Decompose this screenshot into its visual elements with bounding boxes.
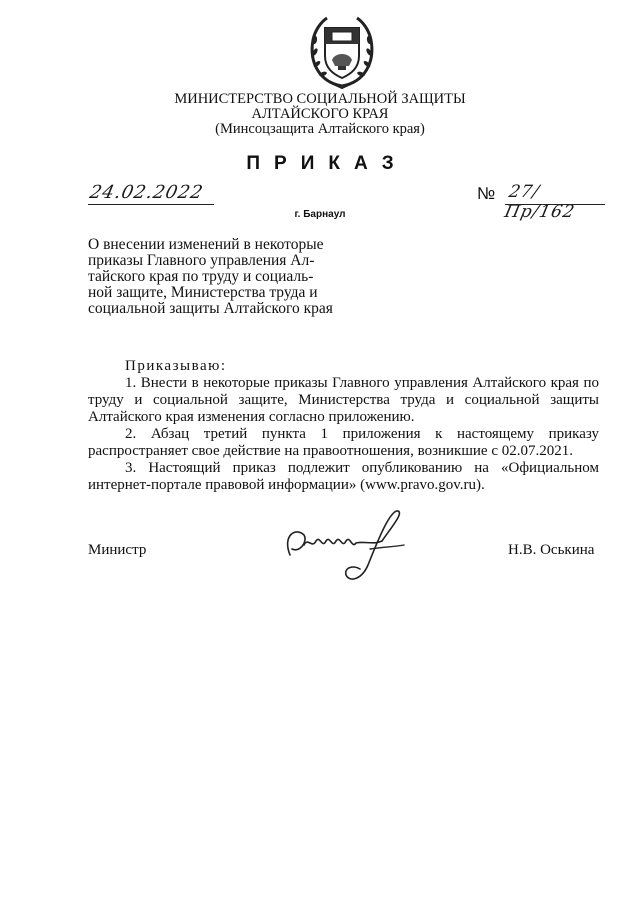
order-subject: [88, 237, 336, 317]
subject-line: О внесении изменений в некоторые: [88, 236, 324, 253]
signature-icon: [278, 505, 410, 587]
signatory-name: Н.В. Оськина: [508, 542, 595, 558]
order-title: ПРИКАЗ: [246, 153, 408, 174]
order-lead: Приказываю:: [125, 358, 227, 374]
number-underline: [505, 204, 605, 205]
order-item-1: 1. Внести в некоторые приказы Главного управления Алтайского края по труду и социальной защите, Министерства труда и социальной защиты Алтайского края изменения согласно приложению.: [88, 375, 599, 425]
city-label: г. Барнаул: [294, 209, 346, 220]
subject-line: социальной защиты Алтайского края: [88, 300, 333, 317]
order-item-2: 2. Абзац третий пункта 1 приложения к настоящему приказу распространяет свое действие на правоотношения, возникшие с 02.07.2021.: [88, 426, 599, 459]
signatory-position: Министр: [88, 542, 147, 558]
order-number: [477, 182, 607, 222]
subject-line: тайского края по труду и социаль-: [88, 268, 314, 285]
order-item-3: 3. Настоящий приказ подлежит опубликованию на «Официальном интернет-портале правовой информации» (www.pravo.gov.ru).: [88, 460, 599, 493]
ministry-name-line1: МИНИСТЕРСТВО СОЦИАЛЬНОЙ ЗАЩИТЫ: [174, 91, 466, 107]
order-date: [88, 182, 214, 206]
handwritten-date: 24.02.2022: [87, 182, 206, 203]
subject-line: приказы Главного управления Ал-: [88, 252, 315, 269]
subject-line: ной защите, Министерства труда и: [88, 284, 318, 301]
number-sign: №: [477, 184, 496, 203]
ministry-name-line2: АЛТАЙСКОГО КРАЯ: [251, 106, 389, 122]
handwritten-number: 27/Пр/162: [502, 182, 577, 222]
order-body: [88, 358, 599, 494]
date-underline: [88, 204, 214, 205]
ministry-short-name: (Минсоцзащита Алтайского края): [215, 121, 425, 137]
coat-of-arms-icon: [305, 12, 379, 90]
ministry-header: [0, 92, 640, 137]
